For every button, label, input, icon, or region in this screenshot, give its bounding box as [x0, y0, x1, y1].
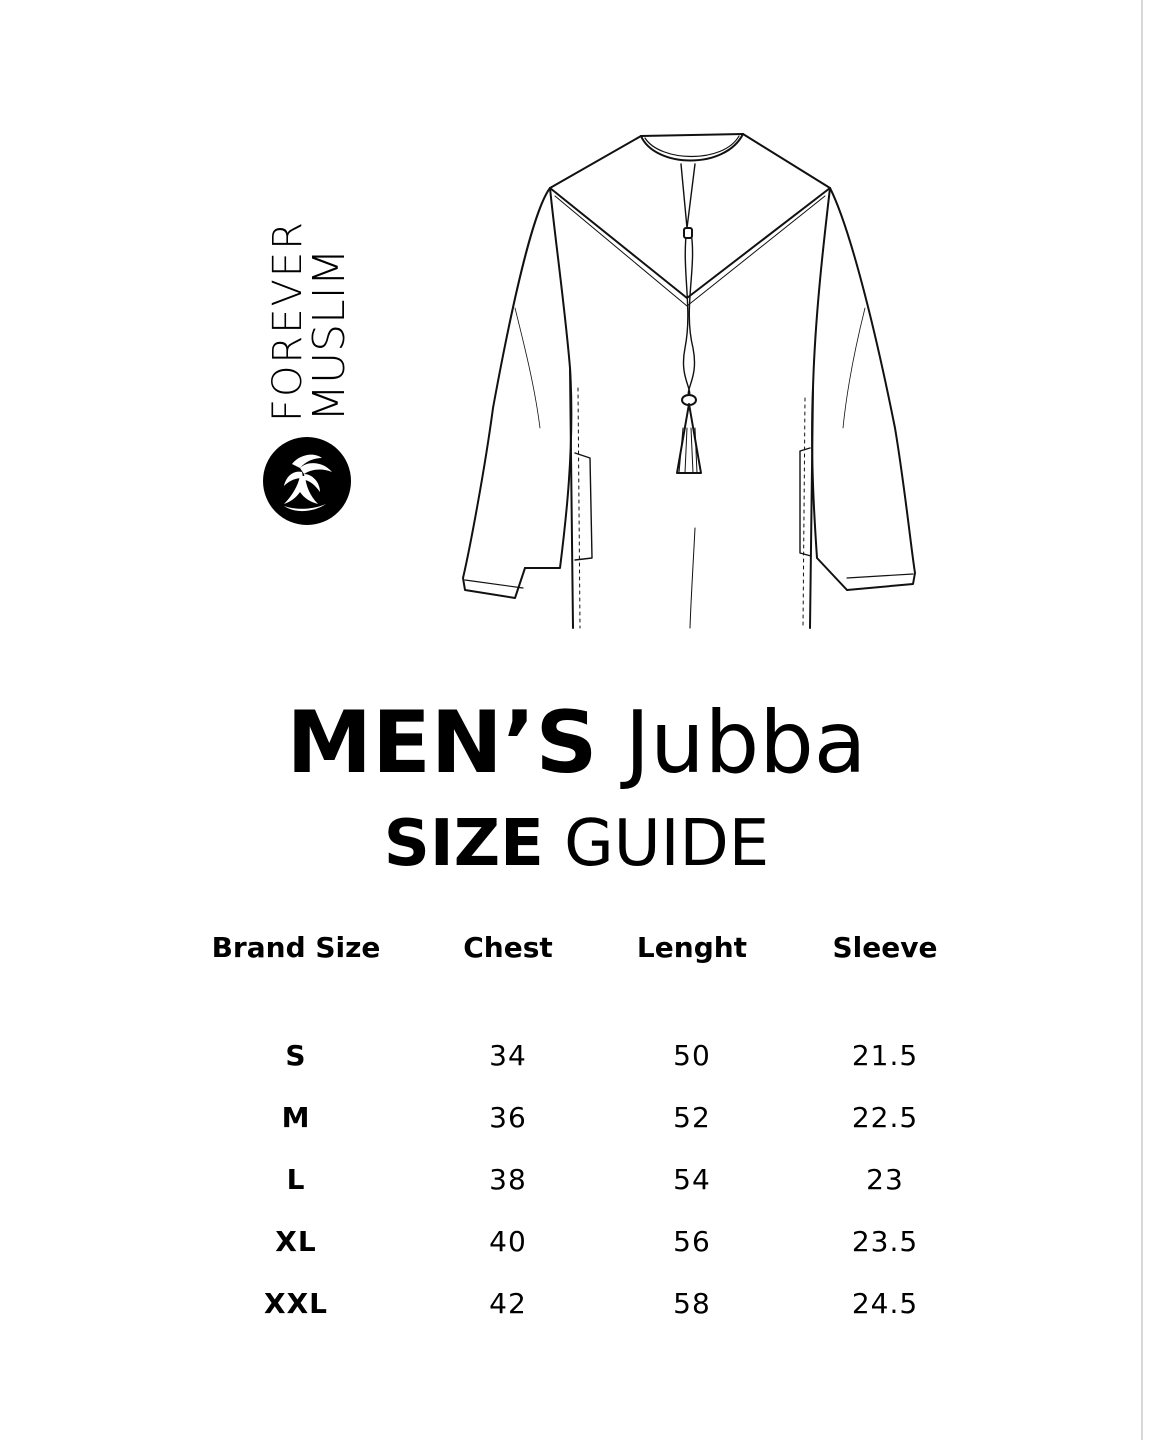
- header-chest: Chest: [463, 931, 553, 964]
- length-cell: 54: [673, 1163, 711, 1196]
- size-cell: L: [286, 1163, 306, 1196]
- jubba-garment-illustration: [455, 128, 925, 633]
- chest-cell: 38: [489, 1163, 527, 1196]
- brand-line-forever: FOREVER: [265, 220, 311, 422]
- header-sleeve: Sleeve: [832, 931, 938, 964]
- length-cell: 50: [673, 1039, 711, 1072]
- sleeve-cell: 23: [866, 1163, 904, 1196]
- sleeve-cell: 22.5: [851, 1101, 919, 1134]
- brand-line-muslim: MUSLIM: [304, 248, 355, 422]
- table-header-row: [200, 928, 960, 968]
- chest-cell: 42: [489, 1287, 527, 1320]
- chest-cell: 36: [489, 1101, 527, 1134]
- header-brand-size: Brand Size: [211, 931, 381, 964]
- page-title: [0, 693, 1153, 793]
- subtitle-bold: SIZE: [383, 807, 544, 881]
- sleeve-cell: 23.5: [851, 1225, 919, 1258]
- size-cell: XL: [275, 1225, 317, 1258]
- size-cell: XXL: [263, 1287, 329, 1320]
- length-cell: 56: [673, 1225, 711, 1258]
- length-cell: 52: [673, 1101, 711, 1134]
- table-row: [200, 1222, 960, 1262]
- header-length: Lenght: [636, 931, 748, 964]
- table-row: [200, 1160, 960, 1200]
- title-light: Jubba: [624, 693, 867, 793]
- size-table: [200, 928, 960, 1324]
- chest-cell: 34: [489, 1039, 527, 1072]
- sleeve-cell: 21.5: [851, 1039, 919, 1072]
- title-bold: MEN’S: [286, 693, 598, 793]
- table-row: [200, 1036, 960, 1076]
- table-row: [200, 1098, 960, 1138]
- size-cell: S: [285, 1039, 307, 1072]
- length-cell: 58: [673, 1287, 711, 1320]
- table-row: [200, 1284, 960, 1324]
- subtitle-light: GUIDE: [564, 807, 770, 881]
- page-subtitle: [0, 807, 1153, 881]
- chest-cell: 40: [489, 1225, 527, 1258]
- palm-tree-logo-icon: [262, 436, 352, 526]
- size-cell: M: [281, 1101, 311, 1134]
- brand-wordmark: [262, 220, 355, 422]
- sleeve-cell: 24.5: [851, 1287, 919, 1320]
